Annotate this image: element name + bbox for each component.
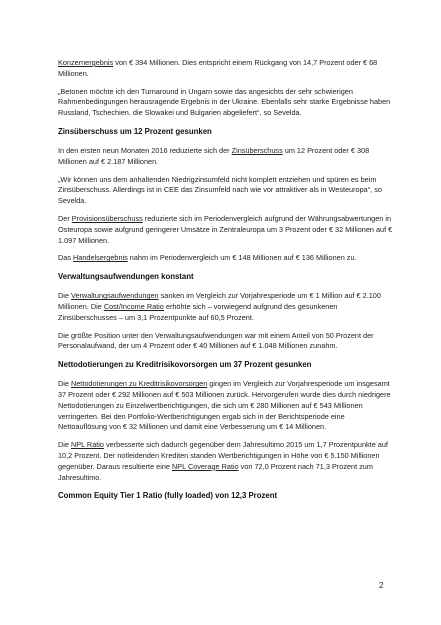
paragraph-quote-niedrigzins: „Wir können uns dem anhaltenden Niedrigzinsumfeld nicht komplett entziehen und spüren es beim Zinsüberschuss. Allerdings ist in CEE das Zinsumfeld nach wie vor attraktiver als in Westeuropa“, so Sevelda. [58,174,382,206]
heading-verwaltungsaufwendungen: Verwaltungsaufwendungen konstant [58,272,194,282]
link-npl-coverage-ratio[interactable]: NPL Coverage Ratio [172,461,239,471]
heading-nettodotierungen: Nettodotierungen zu Kreditrisikovorsorgen um 37 Prozent gesunken [58,360,312,370]
paragraph-text: nahm im Periodenvergleich um € 148 Millionen auf € 136 Millionen zu. [127,253,357,263]
link-handelsergebnis[interactable]: Handelsergebnis [73,253,128,263]
paragraph-text: von € 394 Millionen. Dies entspricht einem Rückgang von 14,7 Prozent oder € 68 Millionen. [58,58,378,78]
link-npl-ratio[interactable]: NPL Ratio [70,440,104,450]
paragraph-konzernergebnis [58,58,394,80]
paragraph-text: von 72,0 Prozent nach 71,3 Prozent zum Jahresultimo. [58,461,373,482]
paragraph-nettodotierungen [58,379,394,433]
paragraph-npl-ratio [58,440,394,483]
link-konzernergebnis[interactable]: Konzernergebnis [58,58,114,67]
link-zinsueberschuss[interactable]: Zinsüberschuss [231,145,283,155]
paragraph-text: Der [58,213,72,223]
paragraph-text: In den ersten neun Monaten 2016 reduzierte sich der [58,145,232,155]
paragraph-text: erhöhte sich – vorwiegend aufgrund des gesunkenen Zinsüberschusses – um 3,1 Prozentpunkte auf 60,5 Prozent. [58,301,338,322]
paragraph-handelsergebnis [58,253,394,264]
link-nettodotierungen[interactable]: Nettodotierungen zu Kreditrisikovorsorgen [70,379,208,389]
paragraph-text: Das [58,253,74,263]
paragraph-verwaltungsaufwendungen [58,291,394,323]
link-verwaltungsaufwendungen[interactable]: Verwaltungsaufwendungen [70,291,159,301]
link-provisionsueberschuss[interactable]: Provisionsüberschuss [71,213,143,223]
paragraph-text: Die [58,440,71,450]
page-number: 2 [379,581,384,590]
heading-zinsueberschuss: Zinsüberschuss um 12 Prozent gesunken [58,126,212,136]
document-page [58,58,394,510]
paragraph-zinsueberschuss [58,146,394,168]
paragraph-personalaufwand: Die größte Position unter den Verwaltungsaufwendungen war mit einem Anteil von 50 Prozent der Personalaufwand, der um 4 Prozent oder € 40 Millionen auf € 1.048 Millionen zunahm. [58,330,374,351]
link-cost-income-ratio[interactable]: Cost/Income Ratio [103,301,164,311]
paragraph-provisionsueberschuss [58,214,394,246]
paragraph-text: sanken im Vergleich zur Vorjahresperiode um € 1 Million auf € 2.100 Millionen. Die [58,291,381,311]
heading-common-equity-tier-1: Common Equity Tier 1 Ratio (fully loaded) von 12,3 Prozent [58,491,278,501]
paragraph-quote-turnaround: „Betonen möchte ich den Turnaround in Ungarn sowie das angesichts der sehr schwierigen Rahmenbedingungen herausragende Ergebnis in der Ukraine. Ebenfalls sehr starke Ergebnisse haben Russland, Tschechien, die Slowakei und Bulgarien abgeliefert“, so Sevelda. [58,86,391,118]
paragraph-text: gingen im Vergleich zur Vorjahresperiode um insgesamt 37 Prozent oder € 292 Millionen auf € 503 Millionen zurück. Hervorgerufen wurde dies durch niedrigere Nettodotierungen zu Einzelwertberichtigungen, die sich um € 280 Millionen auf € 543 Millionen verringerten. Bei den Portfolio-Wertberichtigungen ergab sich in der Berichtsperiode eine Nettoauflösung von € 32 Millionen und damit eine Verbesserung um € 14 Millionen. [58,379,391,432]
paragraph-text: Die [58,379,71,389]
paragraph-text: verbesserte sich dadurch gegenüber dem Jahresultimo 2015 um 1,7 Prozentpunkte auf 10,2 Prozent. Der notleidenden Krediten standen Wertberichtigungen in Höhe von € 5.150 Millionen gegenüber. Daraus resultierte eine [58,440,388,471]
paragraph-text: reduzierte sich im Periodenvergleich aufgrund der Währungsabwertungen in Osteuropa sowie aufgrund geringerer Umsätze in Zentraleuropa um 3 Prozent oder € 32 Millionen auf € 1.097 Millionen. [58,213,393,245]
paragraph-text: Die [58,291,71,301]
paragraph-text: um 12 Prozent oder € 308 Millionen auf € 2.187 Millionen. [58,145,370,166]
